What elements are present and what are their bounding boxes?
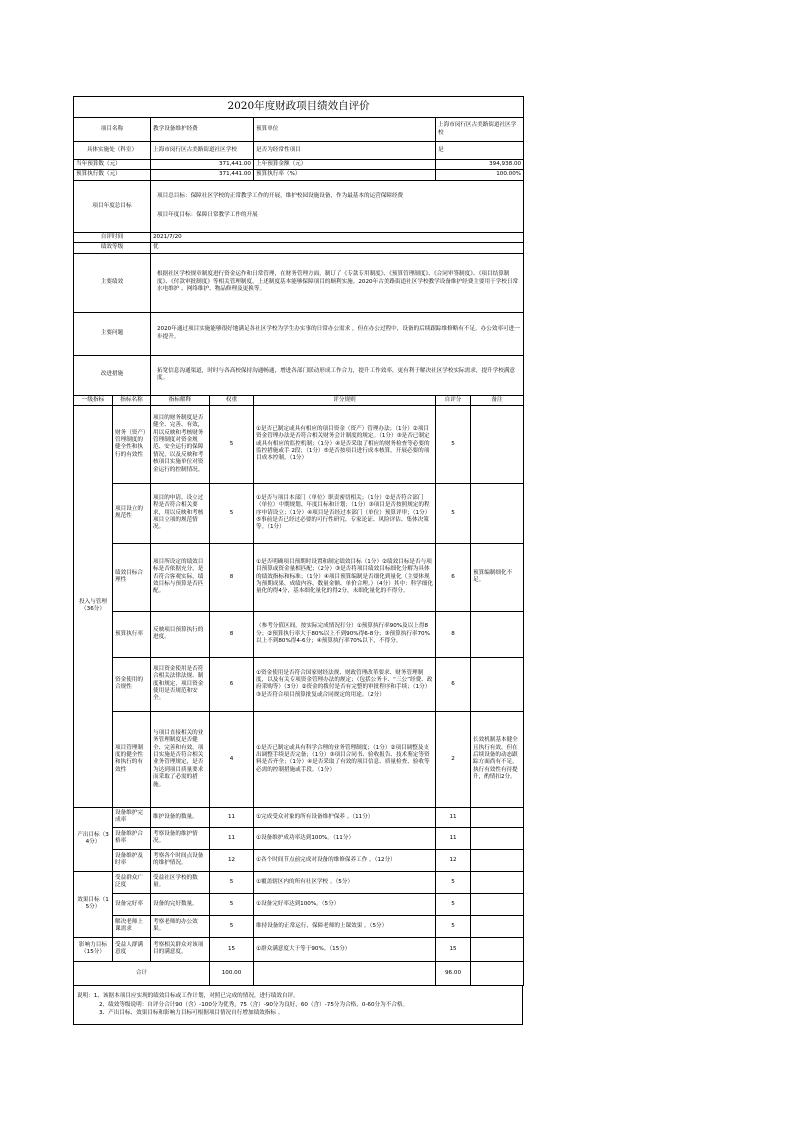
indicator-weight: 4 bbox=[210, 711, 254, 807]
indicator-weight: 11 bbox=[210, 827, 254, 849]
problems-text: 2020年通过项目实施能够很好地满足各社区学校为学生办实事的日常办公需求 ，但在办公过程中，设备的后续跟踪维修略有不足，办公效率可进一步提升。 bbox=[151, 312, 524, 355]
indicator-weight: 5 bbox=[210, 483, 254, 543]
indicator-rule: ①完成受众对象的所有设备维护保养 。（11分） bbox=[254, 807, 436, 827]
measures-text: 拓宽信息沟通渠道，时时与各高校保持沟通畅通，增进各部门联动形成工作合力，提升工作效率，更有利于解决社区学校实际需求，提升学校满意度。 bbox=[151, 355, 524, 395]
indicator-explain: 维护设备的数量。 bbox=[151, 807, 210, 827]
indicator-remark: 预算编制细化不足。 bbox=[471, 543, 524, 611]
indicator-name: 解决老师上课需求 bbox=[113, 915, 151, 937]
indicator-rule: （参考分值区间，按实际完成情况打分）①预算执行率90%及以上得8分；②预算执行率大于80%以上不到90%得6-8分；③预算执行率70%以上不到80%得4-6分；④预算执行率70%以下，不得分。 bbox=[254, 611, 436, 657]
indicator-score: 11 bbox=[436, 827, 471, 849]
indicator-explain: 考察设备的维护情况。 bbox=[151, 827, 210, 849]
indicator-rule: ①是否明确项目预期时设置和制定绩效目标（1分）②绩效目标是否与项目预算或资金量相匹配；（2分）③是否将项目绩效目标细化分解为具体的绩效指标和标准；（1分）④项目预算编制是否细化到量化（主要体现为预期成果，成绩内容、数量金额、单价合理。）（4分）其中：科学细化量化的得4分，基本细化量化的得2分，未细化量化的不得分。 bbox=[254, 543, 436, 611]
indicator-score: 11 bbox=[436, 807, 471, 827]
indicator-weight: 8 bbox=[210, 611, 254, 657]
total-weight: 100.00 bbox=[210, 961, 254, 985]
self-eval-time-label: 自评时间 bbox=[74, 232, 151, 242]
header-indicator-name: 指标名称 bbox=[113, 395, 151, 405]
recurring-label: 是否为经常性项目 bbox=[254, 142, 436, 160]
problems-label: 主要问题 bbox=[74, 312, 151, 355]
indicator-score: 15 bbox=[436, 937, 471, 961]
indicator-explain: 考察相关群众对该项目的满意度。 bbox=[151, 937, 210, 961]
indicator-rule: ①设备维护成功率达到100%。（11分） bbox=[254, 827, 436, 849]
indicator-rule: ①覆盖辖区内的所有社区学校 。（5分） bbox=[254, 871, 436, 893]
indicator-name: 财务（资产）管理制度的健全性和执行的有效性 bbox=[113, 405, 151, 483]
header-score: 自评分 bbox=[436, 395, 471, 405]
indicator-remark bbox=[471, 611, 524, 657]
indicator-rule: ①是否已制定或具有相应的项目资金（资产）管理办法；（1分）②项目资金管理办法是否符合相关财务会计制度的规定。（1分）③是否已制定或具有相应的监控机制；（1分）④是否采取了相应的财务检查等必要的监控措施或手 2段；（1分）⑤是否按项目进行成本核算，开展必要的项目成本控制。（1分） bbox=[254, 405, 436, 483]
notes bbox=[73, 986, 523, 1025]
recurring-value: 是 bbox=[436, 142, 524, 160]
indicator-remark: 长效机制基本健全且执行有效，但在后续设备的动态跟踪方面尚有不足，执行有效性有待提升，酌情扣2分。 bbox=[471, 711, 524, 807]
total-label: 合计 bbox=[74, 961, 210, 985]
indicator-explain: 考察各个时间点设备的维护情况。 bbox=[151, 849, 210, 871]
indicator-name: 设备维护合格率 bbox=[113, 827, 151, 849]
header-explain: 指标解释 bbox=[151, 395, 210, 405]
group-effect: 效果目标（15分） bbox=[74, 871, 113, 937]
main-perf-text: 根据社区学校规章制度进行资金运作和日常管理，在财务管理方面，制订了《专款专用制度》、《预算管理制度》、《合同审签制度》、《项目结算制度》、《付款审批制度》等相关管理制度，上述制度基本能够保障项目的顺利实施。2020年古美路街道社区学校教学设备维护经费主要用于学校日常水电维护 、网络维护、物品修理及更换等。 bbox=[151, 253, 524, 312]
budget-unit-value: 上海市闵行区古美路街道社区学校 bbox=[436, 118, 524, 142]
project-name-value: 教学设备维护经费 bbox=[151, 118, 254, 142]
indicator-name: 设备完好率 bbox=[113, 893, 151, 915]
indicator-remark bbox=[471, 657, 524, 711]
indicator-weight: 6 bbox=[210, 657, 254, 711]
page-title: 2020年度财政项目绩效自评价 bbox=[74, 97, 524, 118]
indicator-remark bbox=[471, 405, 524, 483]
note-line-1: 说明：1、该据本项目应实现的绩效目标或工作计划，对照已完成的情况，进行绩效自评。 bbox=[77, 992, 299, 999]
grade-value: 优 bbox=[151, 243, 524, 253]
indicator-score: 6 bbox=[436, 657, 471, 711]
exec-rate-value: 100.00% bbox=[436, 170, 524, 180]
evaluation-sheet bbox=[73, 96, 523, 1025]
header-weight: 权重 bbox=[210, 395, 254, 405]
indicator-score: 8 bbox=[436, 611, 471, 657]
indicator-score: 6 bbox=[436, 543, 471, 611]
indicator-weight: 5 bbox=[210, 405, 254, 483]
indicator-explain: 受益社区学校的数量。 bbox=[151, 871, 210, 893]
exec-label: 预算执行数（元） bbox=[74, 170, 151, 180]
goal-text bbox=[151, 180, 524, 232]
indicator-name: 项目管理制度的健全性和执行的有效性 bbox=[113, 711, 151, 807]
indicator-explain: 与项目直接相关的业务管理制度是否健全、完善和有效，项目实施是否符合相关业务管理规定，是否为达到项目质量要求而采取了必需的措施。 bbox=[151, 711, 210, 807]
indicator-rule: ①资金使用是否符合国家财经法规、财政管理改革要求、财务管理制度，以及有关专项资金管理办法的规定；（包括公务卡、“三公”经费、政府采购等）（3分）②资金的拨付是否有完整的审批程序和手续；（1分）③是否符合项目预算批复或合同规定的用途。（2分） bbox=[254, 657, 436, 711]
dept-value: 上海市闵行区古美路街道社区学校 bbox=[151, 142, 254, 160]
indicator-explain: 项目所设定的绩效目标是否依据充分，是否符合客观实际，绩效目标与预算是否匹配。 bbox=[151, 543, 210, 611]
indicator-explain: 考察老师的办公效果。 bbox=[151, 915, 210, 937]
indicator-remark bbox=[471, 483, 524, 543]
year-budget-label: 当年预算数（元） bbox=[74, 160, 151, 170]
group-input-management: 投入与管理（36分） bbox=[74, 405, 113, 807]
indicator-rule: ①设备完好率达到100%。（5分） bbox=[254, 893, 436, 915]
self-eval-time-value: 2021/7/20 bbox=[151, 232, 524, 242]
exec-value: 371,441.00 bbox=[151, 170, 254, 180]
indicator-name: 预算执行率 bbox=[113, 611, 151, 657]
indicator-explain: 项目资金使用是否符合相关法律法规、制度和规定，项目资金使用是否规范和安全。 bbox=[151, 657, 210, 711]
indicator-rule: ①各个时间节点前完成对设备的维修保养工作 。（12分） bbox=[254, 849, 436, 871]
total-remark-empty bbox=[471, 961, 524, 985]
budget-unit-label: 预算单位 bbox=[254, 118, 436, 142]
indicator-rule: 维持设备的正常运行，保障老师的上课效果 。（5分） bbox=[254, 915, 436, 937]
indicator-name: 设备维护完成率 bbox=[113, 807, 151, 827]
group-influence: 影响力目标（15分） bbox=[74, 937, 113, 961]
header-remark: 备注 bbox=[471, 395, 524, 405]
goal-label: 项目年度总目标 bbox=[74, 180, 151, 232]
measures-label: 改进措施 bbox=[74, 355, 151, 395]
indicator-name: 设备维护及时率 bbox=[113, 849, 151, 871]
indicator-explain: 项目的申请、设立过程是否符合相关要求，用以反映和考核项目立项的规范情况。 bbox=[151, 483, 210, 543]
indicator-rule: ①群众满意度大于等于90%。（15分） bbox=[254, 937, 436, 961]
note-line-3: 3、产出目标、效果目标和影响力目标可根据项目情况自行增加绩效指标 。 bbox=[99, 1010, 284, 1017]
indicator-score: 5 bbox=[436, 871, 471, 893]
header-level1: 一级指标 bbox=[74, 395, 113, 405]
indicator-name: 项目设立的规范性 bbox=[113, 483, 151, 543]
year-budget-value: 371,441.00 bbox=[151, 160, 254, 170]
project-name-label: 项目名称 bbox=[74, 118, 151, 142]
indicator-score: 5 bbox=[436, 405, 471, 483]
indicator-name: 受益群众广泛度 bbox=[113, 871, 151, 893]
indicator-score: 12 bbox=[436, 849, 471, 871]
prev-budget-label: 上年预算金额（元） bbox=[254, 160, 436, 170]
indicator-explain: 项目的财务制度是否健全、完善、有效，用以反映和考核财务管理制度对资金规范、安全运行的保障情况，以及反映和考核项目实施单位对资金运行的控制情况。 bbox=[151, 405, 210, 483]
indicator-weight: 12 bbox=[210, 849, 254, 871]
indicator-rule: ①是否与项目本部门（单位）职责密切相关；（1分）②是否符合部门（单位）中期规划、年度目标和计划；（1分）③项目是否按照规定的程序申请设立；（1分）④项目是否经过本部门（单位）预算评审；（1分）⑤事前是否已经过必要的可行性研究、专家论证、风险评估、集体决策等。（1分） bbox=[254, 483, 436, 543]
indicator-score: 5 bbox=[436, 893, 471, 915]
indicator-remark bbox=[471, 937, 524, 961]
indicator-name: 资金使用的合规性 bbox=[113, 657, 151, 711]
indicator-remark bbox=[471, 827, 524, 849]
exec-rate-label: 预算执行率（%） bbox=[254, 170, 436, 180]
indicator-weight: 8 bbox=[210, 543, 254, 611]
indicator-weight: 5 bbox=[210, 893, 254, 915]
indicator-name: 受益人群满意度 bbox=[113, 937, 151, 961]
indicator-score: 5 bbox=[436, 483, 471, 543]
header-rule: 评分规则 bbox=[254, 395, 436, 405]
grade-label: 绩效等级 bbox=[74, 243, 151, 253]
indicator-weight: 5 bbox=[210, 915, 254, 937]
note-line-2: 2、绩效等级说明：自评分合计90（含）-100分为优秀，75（含）-90分为良好，60（含）-75分为合格，0-60分为不合格。 bbox=[99, 1001, 409, 1008]
main-perf-label: 主要绩效 bbox=[74, 253, 151, 312]
group-output: 产出目标（34分） bbox=[74, 807, 113, 871]
total-score: 96.00 bbox=[436, 961, 471, 985]
dept-label: 具体实施处（科室） bbox=[74, 142, 151, 160]
indicator-remark bbox=[471, 893, 524, 915]
indicator-name: 绩效目标合理性 bbox=[113, 543, 151, 611]
indicator-remark bbox=[471, 849, 524, 871]
indicator-weight: 5 bbox=[210, 871, 254, 893]
indicator-score: 2 bbox=[436, 711, 471, 807]
indicator-rule: ①是否已制定或具有科学合理的业务管理制度；（1分）②项目调整及支出调整手续是否完备；（1分）③项目合同书、验收报告、技术鉴定等资料是否齐全；（1分）④是否采取了有效的项目信息、质量检查、验收等必需的控制措施或手段。（1分） bbox=[254, 711, 436, 807]
indicator-score: 5 bbox=[436, 915, 471, 937]
indicator-explain: 反映项目预算执行的进度。 bbox=[151, 611, 210, 657]
indicator-weight: 15 bbox=[210, 937, 254, 961]
evaluation-table bbox=[73, 96, 524, 986]
indicator-remark bbox=[471, 915, 524, 937]
indicator-explain: 设备的完好数量。 bbox=[151, 893, 210, 915]
indicator-weight: 11 bbox=[210, 807, 254, 827]
indicator-remark bbox=[471, 807, 524, 827]
goal-line-2: 项目年度目标：保障日常教学工作的开展 bbox=[157, 212, 258, 219]
indicator-remark bbox=[471, 871, 524, 893]
prev-budget-value: 394,938.00 bbox=[436, 160, 524, 170]
total-rule-empty bbox=[254, 961, 436, 985]
goal-line-1: 项目总目标：保障社区学校的正常教学工作的开展，维护校园设施设备，作为最基本的运营保障经费 bbox=[157, 192, 404, 199]
